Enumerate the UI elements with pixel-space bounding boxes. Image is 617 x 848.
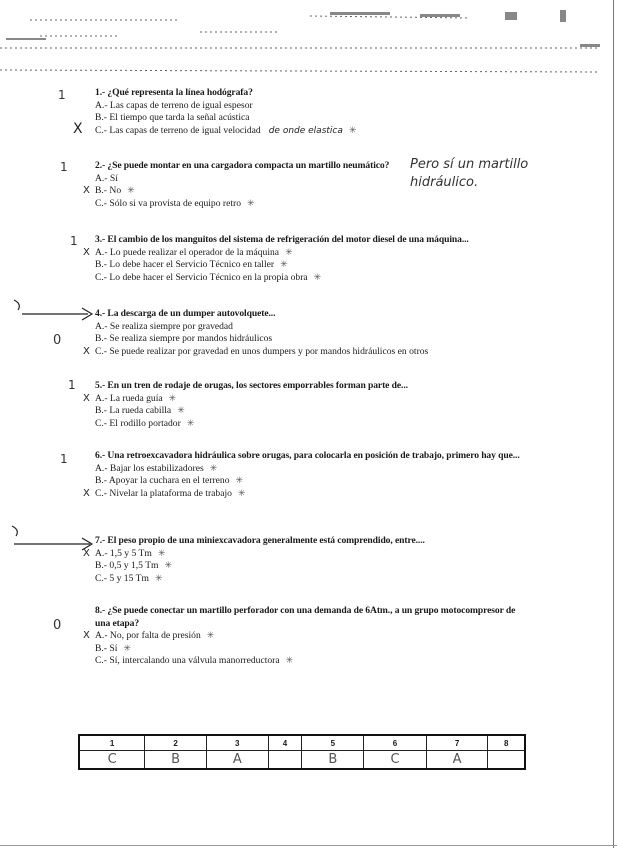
question-4 [83,308,525,358]
score-mark: 1 [70,234,78,248]
question-stem: 4.- La descarga de un dumper autovolquete... [95,308,276,319]
star-mark: ✳ [280,260,288,271]
score-mark: 1 [60,452,68,466]
question-stem: 6.- Una retroexcavadora hidráulica sobre orugas, para colocarla en posición de trabajo, primero hay que... [95,450,520,461]
grid-answer[interactable]: B [302,751,364,770]
grid-answer[interactable]: B [145,751,207,770]
grid-number: 3 [206,735,268,751]
option-c[interactable]: C.- Sólo si va provista de equipo retro ✳ [95,197,255,209]
grid-number: 8 [488,735,525,751]
option-b[interactable]: B.- Sí ✳ [95,642,131,654]
question-stem: 7.- El peso propio de una miniexcavadora generalmente está comprendido, entre.... [95,535,425,546]
option-a[interactable]: A.- Bajar los estabilizadores ✳ [95,462,218,474]
option-b[interactable]: B.- 0,5 y 1,5 Tm ✳ [95,560,173,572]
question-8 [83,605,525,668]
grid-answer[interactable]: C [364,751,427,770]
option-a[interactable]: X A.- No, por falta de presión ✳ [83,630,215,642]
star-mark: ✳ [235,476,244,487]
selected-mark: X [83,547,90,559]
grid-number: 6 [364,735,427,751]
grid-answer[interactable]: C [79,751,145,770]
star-mark: ✳ [348,125,357,136]
question-stem: 2.- ¿Se puede montar en una cargadora compacta un martillo neumático? [95,160,390,171]
selected-mark: X [83,246,90,258]
score-mark: 1 [60,160,68,174]
grid-number: 5 [302,735,364,751]
selected-mark: X [83,392,90,404]
option-c[interactable]: X C.- Las capas de terreno de igual velocidad de onde elastica ✳ [73,120,357,137]
option-a[interactable]: A.- Se realiza siempre por gravedad [95,320,233,332]
score-mark: 0 [53,618,62,633]
question-1 [73,87,525,137]
option-c[interactable]: X C.- Se puede realizar por gravedad en unos dumpers y por mandos hidráulicos en otros [83,345,429,357]
option-c[interactable]: C.- El rodillo portador ✳ [95,417,195,429]
scan-edge-line [0,845,617,846]
star-mark: ✳ [285,656,294,667]
question-stem: 8.- ¿Se puede conectar un martillo perforador con una demanda de 6Atm., a un grupo motocompresor de una etapa? [95,605,516,629]
grid-number: 7 [426,735,488,751]
handwritten-note: Pero sí un martillo hidráulico. [410,157,529,190]
option-b[interactable]: B.- La rueda cabilla ✳ [95,405,185,417]
option-b[interactable]: B.- Lo debe hacer el Servicio Técnico en taller ✳ [95,259,288,271]
star-mark: ✳ [168,393,177,404]
grid-number: 1 [79,735,145,751]
grid-answer[interactable]: A [426,751,488,770]
option-a[interactable]: X A.- 1,5 y 5 Tm ✳ [83,547,166,559]
scan-header-noise [0,8,600,88]
grid-number: 4 [268,735,302,751]
score-mark: 0 [53,333,62,348]
selected-mark: X [83,630,90,642]
question-3 [83,234,525,284]
option-c[interactable]: C.- 5 y 15 Tm ✳ [95,572,163,584]
selected-mark: X [83,345,90,357]
answer-grid [78,734,526,770]
question-stem: 3.- El cambio de los manguitos del sistema de refrigeración del motor diesel de una máquina... [95,234,469,245]
arrow-mark [8,296,98,322]
option-b[interactable]: X B.- No ✳ [83,185,135,197]
option-a[interactable]: A.- Sí [95,172,118,184]
scan-edge-line [613,0,614,848]
star-mark: ✳ [206,631,215,642]
star-mark: ✳ [127,186,135,197]
grid-answer[interactable] [268,751,302,770]
grid-number: 2 [145,735,207,751]
star-mark: ✳ [313,272,322,283]
option-a[interactable]: A.- Las capas de terreno de igual espesor [95,99,253,111]
option-b[interactable]: B.- Apoyar la cuchara en el terreno ✳ [95,475,244,487]
grid-answer[interactable]: A [206,751,268,770]
question-stem: 1.- ¿Qué representa la línea hodógrafa? [95,87,253,98]
score-mark: 1 [68,378,76,392]
option-a[interactable]: X A.- La rueda guía ✳ [83,392,177,404]
option-b[interactable]: B.- El tiempo que tarda la señal acústica [95,112,250,124]
option-c[interactable]: C.- Lo debe hacer el Servicio Técnico en la propia obra ✳ [95,271,322,283]
star-mark: ✳ [157,548,166,559]
star-mark: ✳ [154,573,163,584]
star-mark: ✳ [209,463,218,474]
star-mark: ✳ [237,488,246,499]
selected-mark: X [73,120,83,137]
score-mark: 1 [58,88,66,102]
option-c[interactable]: X C.- Nivelar la plataforma de trabajo ✳ [83,487,246,499]
option-b[interactable]: B.- Se realiza siempre por mandos hidráulicos [95,333,273,345]
star-mark: ✳ [186,418,195,429]
question-7 [83,535,525,585]
star-mark: ✳ [177,406,185,417]
selected-mark: X [83,487,90,499]
question-5 [83,380,525,430]
grid-answer[interactable] [488,751,525,770]
option-c[interactable]: C.- Sí, intercalando una válvula manorreductora ✳ [95,655,294,667]
star-mark: ✳ [164,561,173,572]
star-mark: ✳ [247,198,255,209]
question-stem: 5.- En un tren de rodaje de orugas, los sectores emporrables forman parte de... [95,380,408,391]
handwritten-note: de onde elastica [268,125,343,136]
star-mark: ✳ [285,247,293,258]
selected-mark: X [83,185,90,197]
option-a[interactable]: X A.- Lo puede realizar el operador de la máquina ✳ [83,246,293,258]
star-mark: ✳ [123,643,131,654]
question-6 [83,450,525,500]
answer-grid-numbers [79,735,525,751]
answer-grid-answers [79,751,525,770]
